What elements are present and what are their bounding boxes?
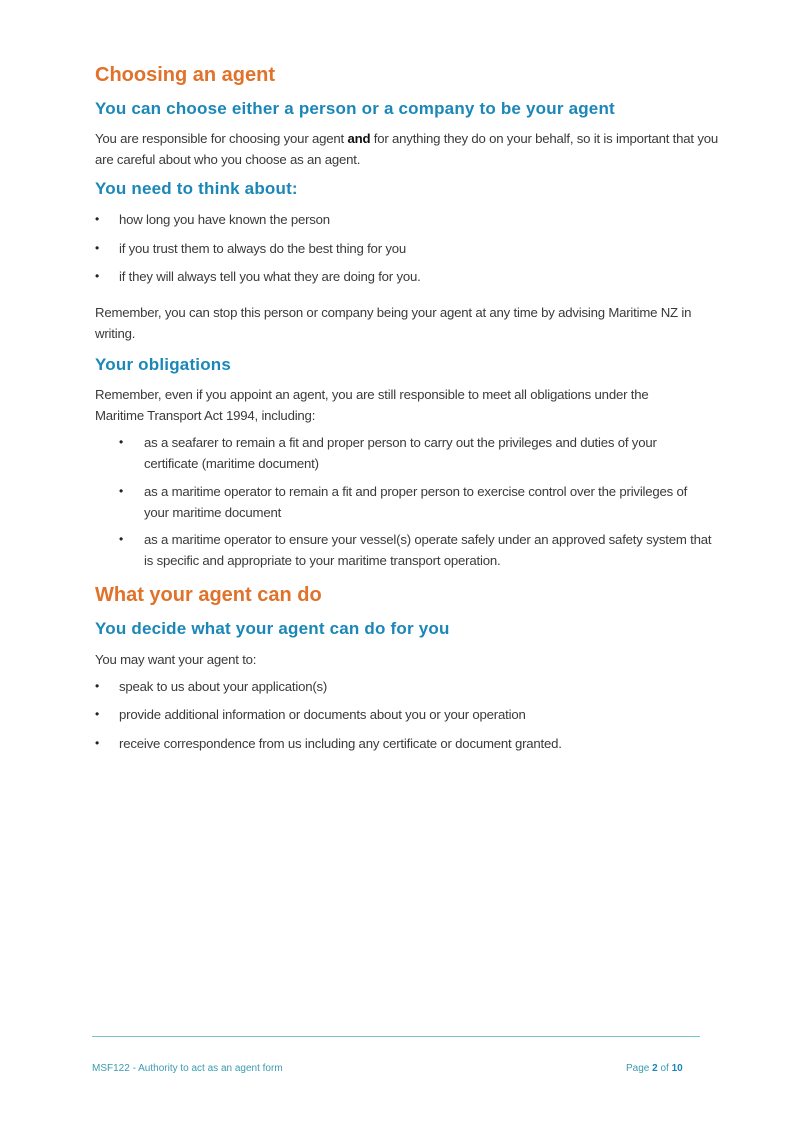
list-item: as a seafarer to remain a fit and proper person to carry out the privileges and duties of your certificate (maritime document) xyxy=(144,435,657,471)
page-current: 2 xyxy=(652,1063,658,1074)
list-item: provide additional information or documents about you or your operation xyxy=(119,707,526,722)
paragraph-remember-stop: Remember, you can stop this person or company being your agent at any time by advising Maritime NZ in writing. xyxy=(95,305,692,341)
subheading-you-decide: You decide what your agent can do for you xyxy=(95,619,450,638)
bullet-icon: • xyxy=(95,736,100,750)
list-item: receive correspondence from us including any certificate or document granted. xyxy=(119,736,562,751)
list-item: speak to us about your application(s) xyxy=(119,679,328,694)
heading-what-your-agent-can-do: What your agent can do xyxy=(95,584,322,606)
bullet-icon: • xyxy=(95,241,100,255)
page-total: 10 xyxy=(671,1063,683,1074)
list-item: as a maritime operator to remain a fit and proper person to exercise control over the privileges of your maritime document xyxy=(144,484,688,520)
subheading-your-obligations: Your obligations xyxy=(95,355,232,374)
bullet-icon: • xyxy=(119,484,124,498)
heading-choosing-an-agent: Choosing an agent xyxy=(95,64,275,86)
list-item: as a maritime operator to ensure your vessel(s) operate safely under an approved safety system that is specific and appropriate to your maritime transport operation. xyxy=(144,532,712,568)
paragraph-you-may-want: You may want your agent to: xyxy=(95,652,257,667)
text-run: for anything they do on your behalf, so it is important that you are careful about who you choose as an agent. xyxy=(95,131,718,167)
paragraph-obligations-intro: Remember, even if you appoint an agent, you are still responsible to meet all obligations under the Maritime Transport Act 1994, including: xyxy=(95,387,649,423)
footer-divider xyxy=(92,1036,700,1037)
bold-and: and xyxy=(347,131,371,146)
bullet-icon: • xyxy=(119,435,124,449)
text-run: You are responsible for choosing your agent xyxy=(95,131,348,146)
list-item: how long you have known the person xyxy=(119,212,330,227)
page-of: of xyxy=(657,1063,672,1074)
bullet-icon: • xyxy=(95,212,100,226)
list-item: if they will always tell you what they are doing for you. xyxy=(119,269,421,284)
bullet-icon: • xyxy=(119,532,124,546)
bullet-icon: • xyxy=(95,707,100,721)
bullet-icon: • xyxy=(95,679,100,693)
bullet-icon: • xyxy=(95,269,100,283)
list-item: if you trust them to always do the best thing for you xyxy=(119,241,407,256)
subheading-choose-person-or-company: You can choose either a person or a company to be your agent xyxy=(95,99,615,118)
paragraph-responsibility xyxy=(95,129,720,170)
footer-page-number xyxy=(626,1063,683,1074)
subheading-think-about: You need to think about: xyxy=(95,179,298,198)
page-prefix: Page xyxy=(626,1063,653,1074)
footer-form-title: MSF122 - Authority to act as an agent form xyxy=(92,1063,283,1074)
